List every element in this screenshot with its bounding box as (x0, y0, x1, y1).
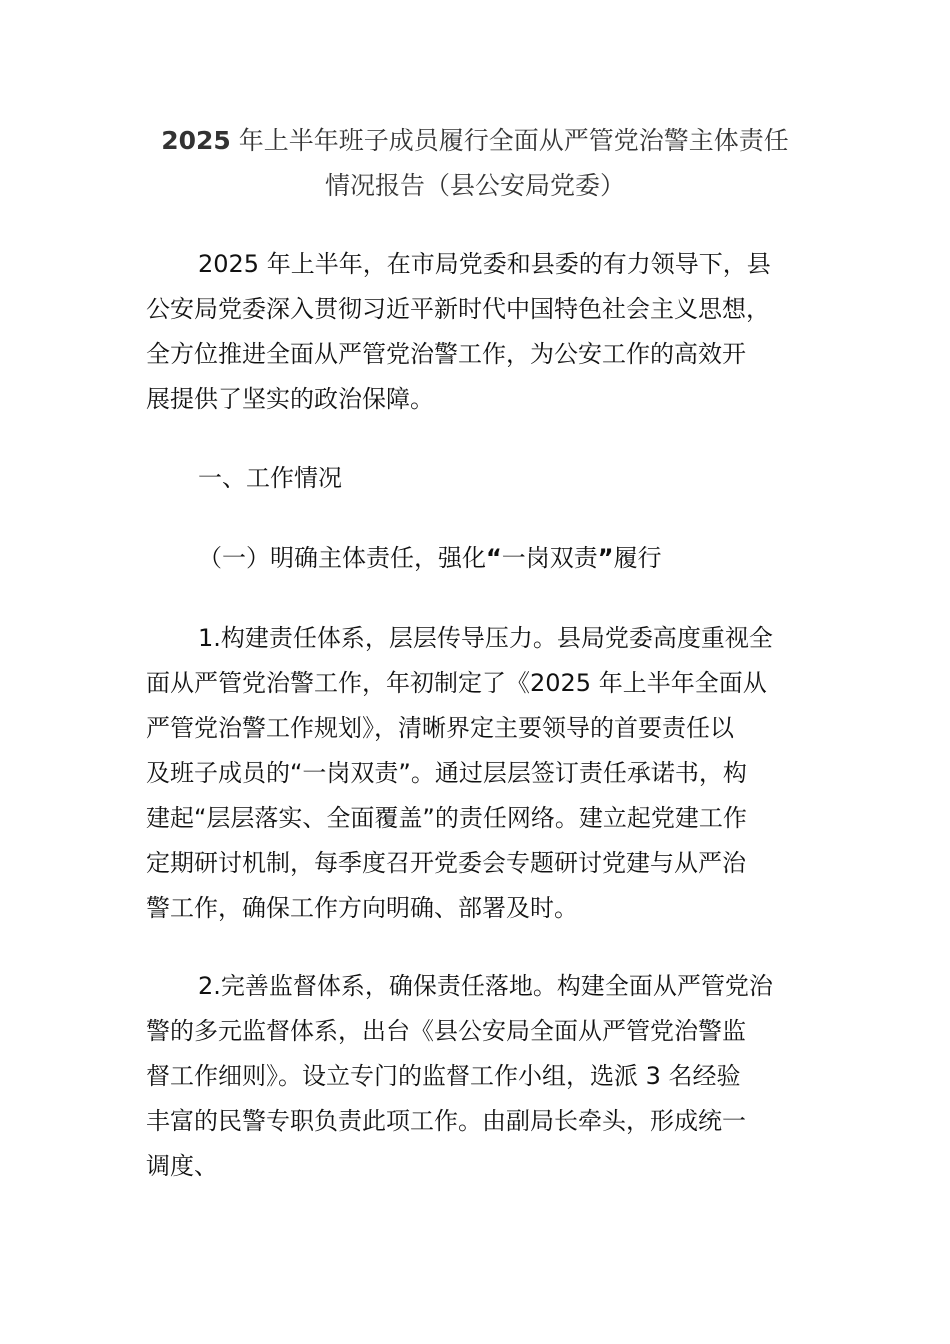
item-2-paragraph (146, 964, 811, 1189)
section-heading: 一、工作情况 (198, 464, 342, 492)
item-1-line: 严管党治警工作规划》，清晰界定主要领导的首要责任以 (146, 714, 734, 742)
intro-line: 展提供了坚实的政治保障。 (146, 385, 434, 413)
document-title (140, 118, 810, 208)
title-line-2: 情况报告（县公安局党委） (324, 171, 625, 200)
item-1-line: 定期研讨机制，每季度召开党委会专题研讨党建与从严治 (146, 849, 746, 877)
item-1-line: 建起“层层落实、全面覆盖”的责任网络。建立起党建工作 (146, 804, 747, 832)
item-2-line: 丰富的民警专职负责此项工作。由副局长牵头，形成统一 (146, 1107, 746, 1135)
subsection-heading-prefix: （一）明确主体责任，强化 (198, 544, 486, 572)
item-2-line: 2.完善监督体系，确保责任落地。构建全面从严管党治 (198, 972, 773, 1000)
title-line-1-text: 年上半年班子成员履行全面从严管党治警主体责任 (230, 126, 789, 155)
title-line-1 (140, 118, 810, 163)
subsection-heading-quote-open: “ (486, 544, 502, 572)
intro-line: 2025 年上半年，在市局党委和县委的有力领导下，县 (198, 250, 771, 278)
item-1-line: 1.构建责任体系，层层传导压力。县局党委高度重视全 (198, 624, 773, 652)
subsection-heading-suffix: 履行 (613, 544, 662, 572)
item-2-line: 调度、 (146, 1152, 218, 1180)
item-1-line: 警工作，确保工作方向明确、部署及时。 (146, 894, 578, 922)
item-2-line: 警的多元监督体系，出台《县公安局全面从严管党治警监 (146, 1017, 746, 1045)
item-1-line: 面从严管党治警工作，年初制定了《2025 年上半年全面从 (146, 669, 767, 697)
intro-line: 全方位推进全面从严管党治警工作，为公安工作的高效开 (146, 340, 746, 368)
subsection-heading-quoted: 一岗双责 (501, 544, 598, 572)
intro-paragraph (146, 242, 811, 422)
item-1-paragraph (146, 616, 811, 931)
item-2-line: 督工作细则》。设立专门的监督工作小组，选派 3 名经验 (146, 1062, 741, 1090)
item-1-line: 及班子成员的“一岗双责”。通过层层签订责任承诺书，构 (146, 759, 747, 787)
title-year: 2025 (161, 126, 231, 155)
intro-line: 公安局党委深入贯彻习近平新时代中国特色社会主义思想， (146, 295, 770, 323)
subsection-heading (198, 536, 662, 581)
subsection-heading-quote-close: ” (597, 544, 614, 572)
